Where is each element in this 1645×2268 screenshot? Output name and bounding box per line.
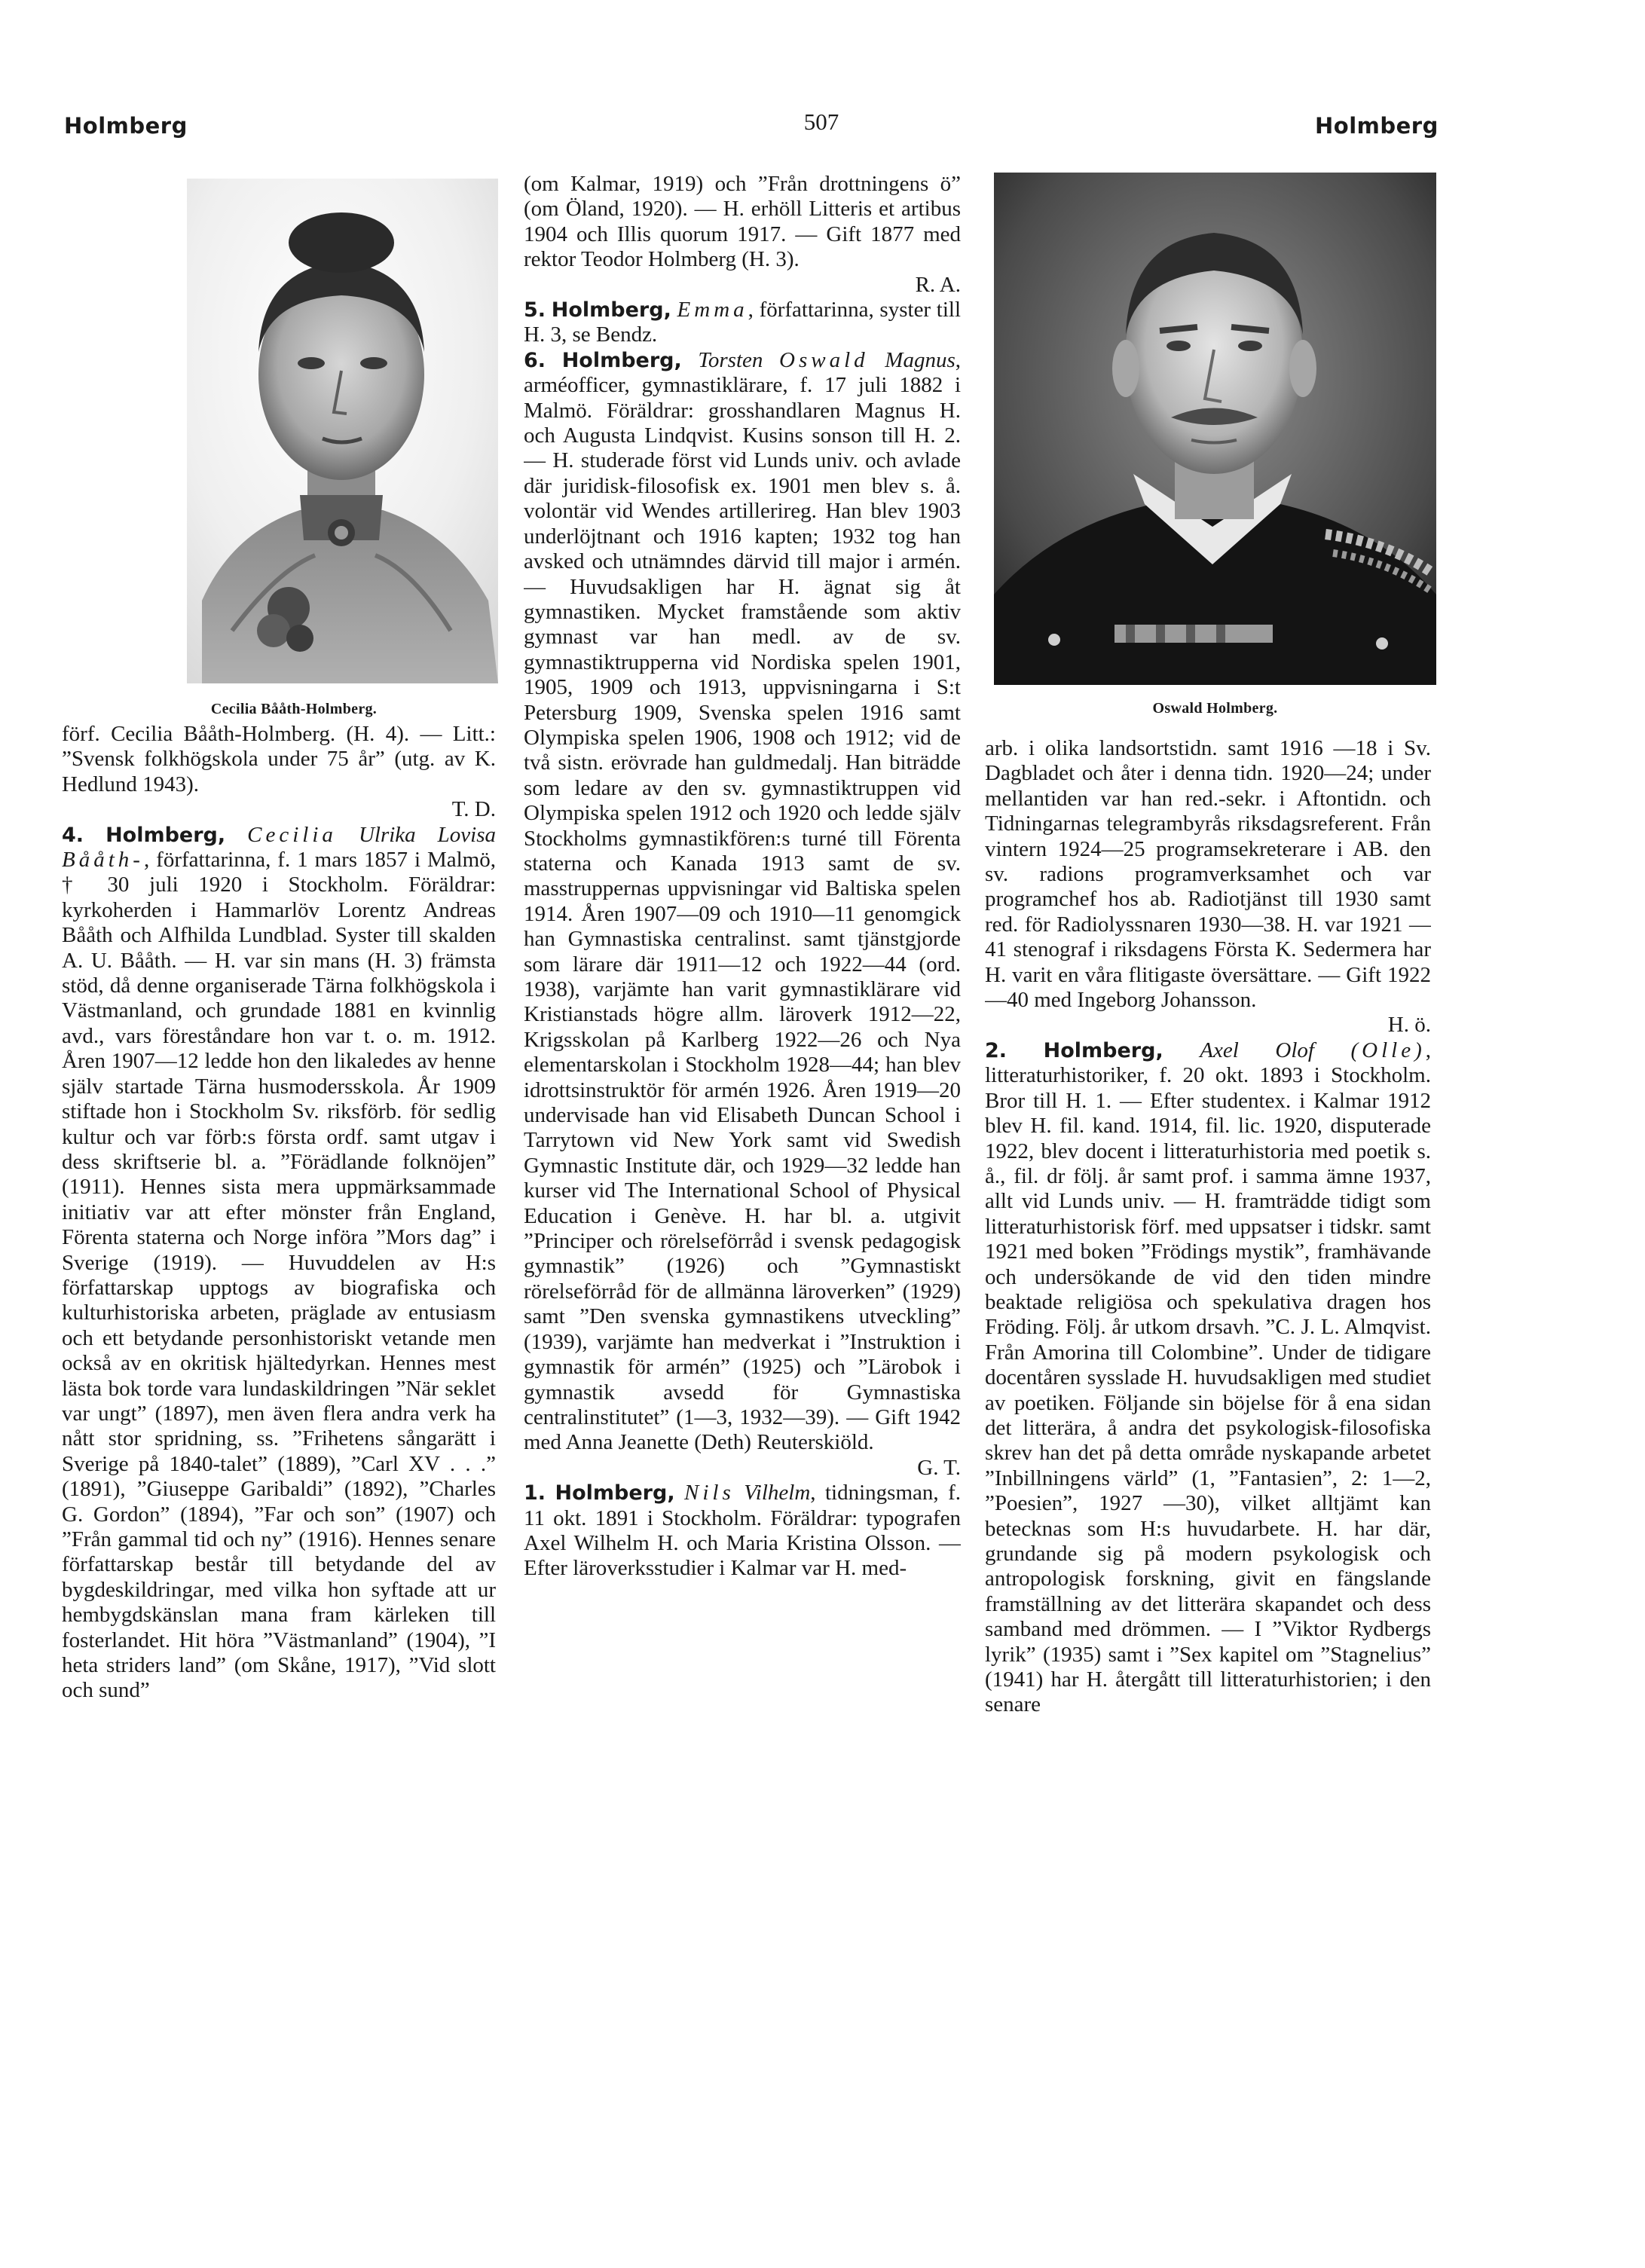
entry-number: 2. [985, 1038, 1007, 1062]
portrait-oswald-image [994, 173, 1436, 685]
entry-5 [524, 298, 961, 348]
portrait-caption-left: Cecilia Bååth-Holmberg. [210, 701, 378, 717]
entry-family-name: Bååth- [62, 848, 144, 873]
entry-4 [62, 823, 496, 1704]
signature: R. A. [915, 272, 961, 297]
portrait-caption-right: Oswald Holmberg. [1152, 700, 1278, 717]
portrait-oswald [994, 173, 1436, 685]
portrait-cecilia [187, 179, 498, 683]
page-number: 507 [803, 109, 839, 135]
entry-surname: Holmberg, [555, 1481, 675, 1505]
entry-text: , författarinna, syster till H. 3, se Bendz. [524, 298, 961, 347]
entry-number: 6. [524, 348, 546, 372]
entry-given-name: Nils [684, 1481, 735, 1505]
signature: G. T. [917, 1455, 961, 1480]
entry-surname: Holmberg, [561, 348, 682, 372]
entry-surname: Holmberg, [105, 823, 226, 847]
entry-given-name: Emma [677, 298, 748, 322]
entry-given-name: Torsten [698, 347, 763, 372]
entry-given-name: Cecilia [247, 822, 337, 847]
entry-number: 5. [524, 298, 546, 322]
entry-number: 4. [62, 823, 84, 847]
paragraph-intro: förf. Cecilia Bååth-Holmberg. (H. 4). — Litt.: ”Svensk folkhögskola under 75 år” (utg. av K. Hedlund 1943). [62, 722, 496, 796]
text-column-middle [524, 172, 961, 1582]
entry-given-name-2: Ulrika Lovisa [358, 822, 496, 847]
signature: T. D. [451, 797, 496, 822]
entry-given-name-2: Oswald [779, 347, 869, 372]
running-head-right: Holmberg [1315, 113, 1439, 139]
entry-given-name: Axel Olof [1200, 1038, 1314, 1062]
entry-text: , arméofficer, gymnastiklärare, f. 17 juli 1882 i Malmö. Föräldrar: grosshandlaren Magnus H. och Augusta Lindqvist. Kusins sonson till H. 2. — H. studerade först vid Lunds univ. och avlade där juridisk-filosofisk ex. 1901 men blev s. å. volontär vid Wendes artillerireg. Han blev 1903 underlöjtnant och 1916 kapten; 1932 tog han avsked och utnämndes därvid till major i armén. — Huvudsakligen har H. ägnat sig åt gymnastiken. Mycket framstående som aktiv gymnast var han medl. av de sv. gymnastiktrupperna vid Nordiska spelen 1901, 1905, 1909 och 1913, uppvisningarna i S:t Petersburg 1909, Svenska spelen 1916 samt Olympiska spelen 1906, 1908 och 1912; vid de två sistn. erövrade han guldmedalj. Han biträdde som ledare av den sv. gymnastiktruppen vid Olympiska spelen 1912 och 1920 och ledde själv Stockholms gymnastikfören:s turné till Förenta staterna och Kanada 1913 samt de sv. masstruppernas uppvisningar vid Baltiska spelen 1914. Åren 1907—09 och 1910—11 genomgick han Gymnastiska centralinst. samt tjänstgjorde som lärare där 1911—12 och 1922—44 (ord. 1938), varjämte han varit gymnastiklärare vid Kristianstads högre allm. läroverk 1912—22, Krigsskolan på Karlberg 1922—26 och Nya elementarskolan i Stockholm 1928—44; han blev idrottsinstruktör för armén 1926. Åren 1919—20 undervisade han vid Elisabeth Duncan School i Tarrytown vid New York samt vid Swedish Gymnastic Institute där, och 1929—32 ledde han kurser vid The International School of Physical Education i Genève. H. har bl. a. utgivit ”Principer och rörelseförråd i svensk pedagogisk gymnastik” (1926) och ”Gymnastiskt rörelseförråd för de allmänna läroverken” (1929) samt ”Den svenska gymnastikens utveckling” (1939), varjämte han medverkat i ”Instruktion i gymnastik för armén” (1925) och ”Lärobok i gymnastik avsedd för Gymnastiska centralinstitutet” (1—3, 1932—39). — Gift 1942 med Anna Jeanette (Deth) Reuterskiöld. [524, 347, 961, 1455]
text-column-left [62, 722, 496, 1704]
entry-nickname: (Olle) [1350, 1038, 1426, 1062]
entry-given-name-2: Vilhelm [744, 1481, 811, 1505]
entry-surname: Holmberg, [1043, 1038, 1163, 1062]
entry-text: , tidningsman, f. 11 okt. 1891 i Stockholm. Föräldrar: typografen Axel Wilhelm H. och Maria Kristina Olsson. — Efter läroverksstudier i Kalmar var H. med- [524, 1481, 961, 1581]
text-column-right [985, 736, 1431, 1718]
portrait-cecilia-image [187, 179, 498, 683]
paragraph-continuation: arb. i olika landsortstidn. samt 1916 —18 i Sv. Dagbladet och åter i denna tidn. 1920—24; under mellantiden var han red.-sekr. i Aftontidn. och Tidningarnas telegrambyrås riksdagsreferent. Från vintern 1924—25 programsekreterare i AB. den sv. radions programverksamhet och var programchef hos ab. Radiotjänst till 1930 samt red. för Radiolyssnaren 1930—38. H. var 1921 —41 stenograf i riksdagens Första K. Sedermera har H. varit en våra flitigaste översättare. — Gift 1922—40 med Ingeborg Johansson. [985, 736, 1431, 1013]
running-head-left: Holmberg [64, 113, 188, 139]
paragraph-continuation: (om Kalmar, 1919) och ”Från drottningens ö” (om Öland, 1920). — H. erhöll Litteris et artibus 1904 och Illis quorum 1917. — Gift 1877 med rektor Teodor Holmberg (H. 3). [524, 172, 961, 272]
entry-number: 1. [524, 1481, 546, 1505]
entry-1 [524, 1481, 961, 1582]
signature: H. ö. [1387, 1013, 1431, 1038]
entry-text: , författarinna, f. 1 mars 1857 i Malmö, † 30 juli 1920 i Stockholm. Föräldrar: kyrkoherden i Hammarlöv Lorentz Andreas Bååth och Alfhilda Lundblad. Syster till skalden A. U. Bååth. — H. var sin mans (H. 3) främsta stöd, då denne organiserade Tärna folkhögskola i Västmanland, och grundade 1881 en kvinnlig avd., vars föreståndare hon var t. o. m. 1912. Åren 1907—12 ledde hon den likaledes av henne själv startade Tärna husmodersskola. År 1909 stiftade hon i Stockholm Sv. riksförb. för sedlig kultur och var förb:s första ordf. samt utgav i dess skriftserie bl. a. ”Förädlande folknöjen” (1911). Hennes sista mera uppmärksammade initiativ var att efter mönster från England, Förenta staterna och Norge införa ”Mors dag” i Sverige (1919). — Huvuddelen av H:s författarskap upptogs av biografiska och kulturhistoriska arbeten, präglade av entusiasm och ett betydande personhistoriskt vetande men också av en okritisk hjältedyrkan. Hennes mest lästa bok torde vara lundaskildringen ”När seklet var ungt” (1897), men även flera andra verk ha nått stor spridning, ss. ”Frihetens sångarätt i Sverige på 1840-talet” (1889), ”Carl XV . . .” (1891), ”Giuseppe Garibaldi” (1892), ”Charles G. Gordon” (1894), ”Far och son” (1907) och ”Från gammal tid och ny” (1916). Hennes senare författarskap består till betydande del av bygdeskildringar, med vilka hon syftade att ur hembygdskänslan mana fram kärleken till fosterlandet. Hit höra ”Västmanland” (1904), ”I heta striders land” (om Skåne, 1917), ”Vid slott och sund” [62, 848, 496, 1703]
entry-text: , litteraturhistoriker, f. 20 okt. 1893 i Stockholm. Bror till H. 1. — Efter studentex. i Kalmar 1912 blev H. fil. kand. 1914, fil. lic. 1920, disputerade 1922, blev docent i litteraturhistoria med poetik s. å., fil. dr följ. år samt prof. i samma ämne 1937, allt vid Lunds univ. — H. framträdde tidigt som litteraturhistorisk förf. med uppsatser i tidskr. samt 1921 med boken ”Frödings mystik”, framhävande och undersökande de vid den tiden mindre beaktade religiösa och spekulativa dragen hos Fröding. Följ. år utkom drsavh. ”C. J. L. Almqvist. Från Amorina till Colombine”. Under de tidigare docentåren sysslade H. huvudsakligen med studiet av poetiken. Följande sin böjelse för å ena sidan det litterära, å andra det psykologisk-filosofiska skrev han det på detta område nyskapande arbetet ”Inbillningens värld” (1, ”Fantasien”, 2: 1—2, ”Poesien”, 1927 —30), vilket alltjämt kan betecknas som H:s huvudarbete. H. har där, grundande sig på modern psykologisk och antropologisk forskning, givit en fängslande framställning av det litterära skapandet och dess samband med drömmen. — I ”Viktor Rydbergs lyrik” (1935) samt i ”Sex kapitel om ”Stagnelius” (1941) har H. återgått till litteraturhistorien; i den senare [985, 1038, 1431, 1717]
entry-surname: Holmberg, [551, 298, 671, 322]
entry-6 [524, 348, 961, 1456]
entry-given-name-3: Magnus [885, 347, 956, 372]
entry-2 [985, 1038, 1431, 1718]
